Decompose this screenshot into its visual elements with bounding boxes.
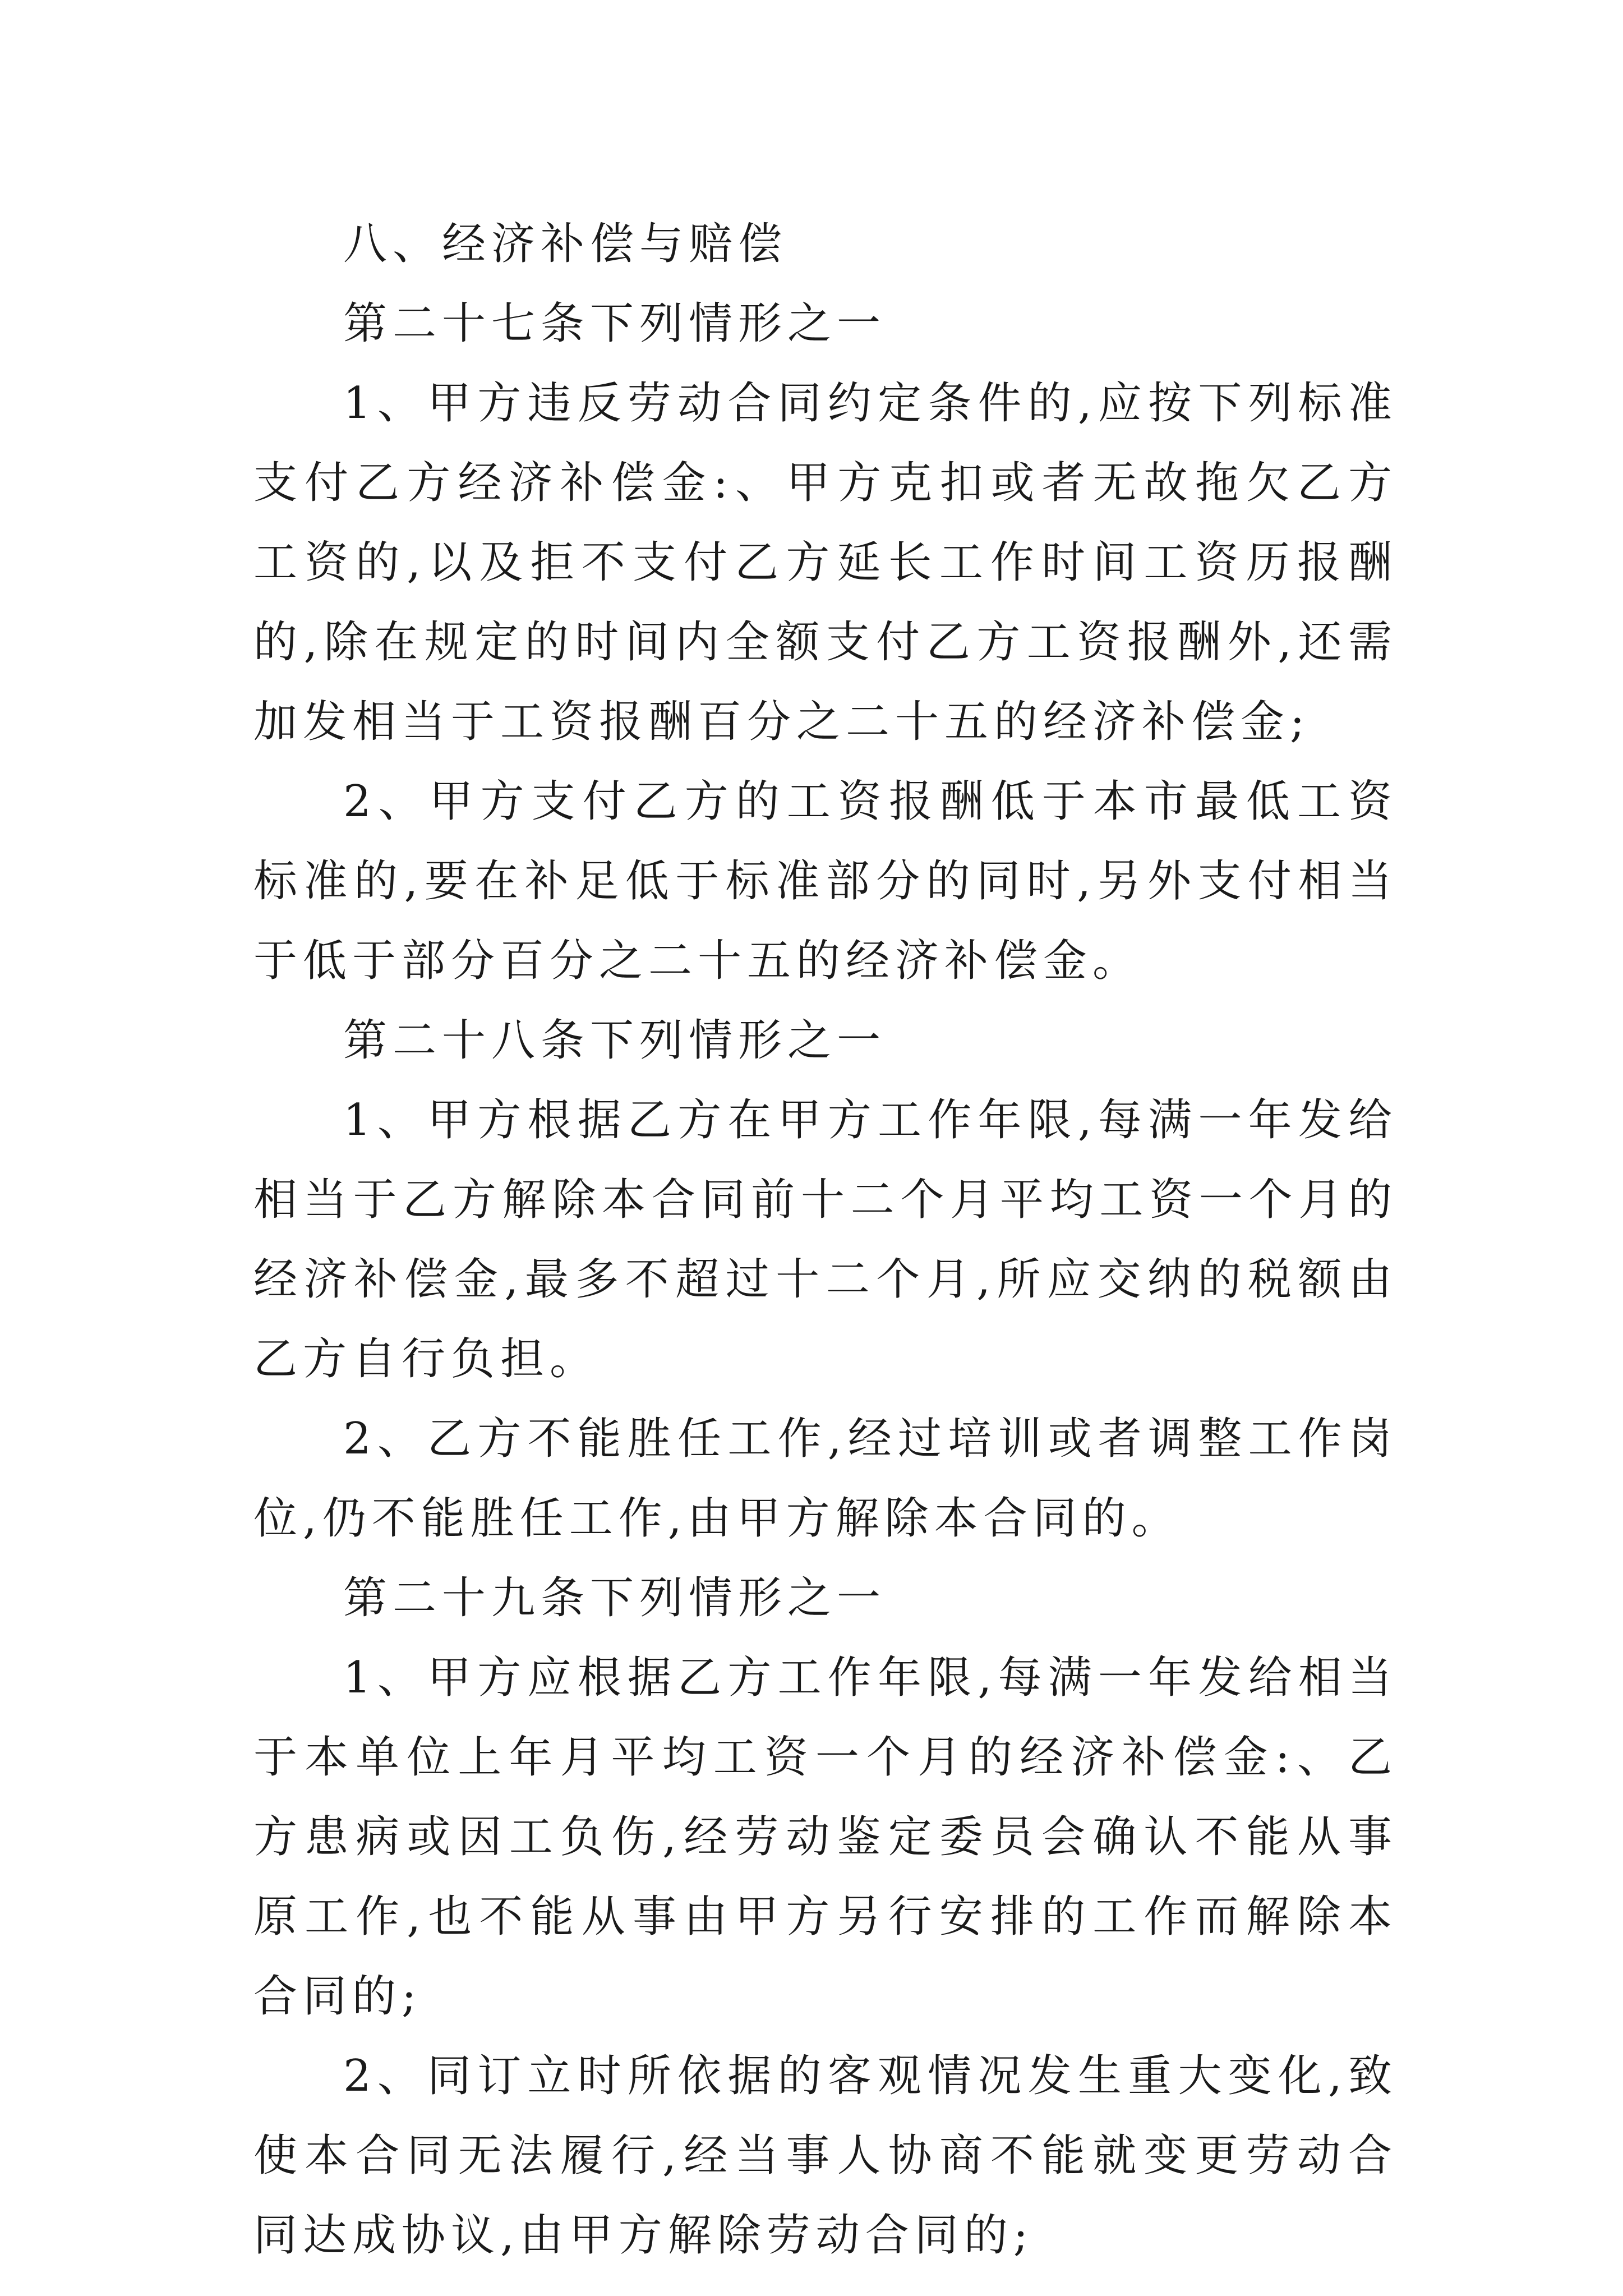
article-27-clause-2: 2、甲方支付乙方的工资报酬低于本市最低工资标准的,要在补足低于标准部分的同时,另外支付相当于低于部分百分之二十五的经济补偿金。 bbox=[253, 776, 1398, 986]
section-heading: 八、经济补偿与赔偿 bbox=[343, 219, 788, 269]
article-28-heading: 第二十八条下列情形之一 bbox=[343, 1015, 887, 1066]
article-28-clause-2: 2、乙方不能胜任工作,经过培训或者调整工作岗位,仍不能胜任工作,由甲方解除本合同的。 bbox=[253, 1414, 1398, 1544]
article-27-clause-1: 1、甲方违反劳动合同约定条件的,应按下列标准支付乙方经济补偿金:、甲方克扣或者无故拖欠乙方工资的,以及拒不支付乙方延长工作时间工资历报酬的,除在规定的时间内全额支付乙方工资报酬外,还需加发相当于工资报酬百分之二十五的经济补偿金; bbox=[253, 378, 1398, 747]
article-29-heading: 第二十九条下列情形之一 bbox=[343, 1573, 887, 1623]
article-29-clause-2: 2、同订立时所依据的客观情况发生重大变化,致使本合同无法履行,经当事人协商不能就变更劳动合同达成协议,由甲方解除劳动合同的; bbox=[253, 2051, 1398, 2261]
document-body bbox=[253, 204, 1398, 2275]
article-27-heading: 第二十七条下列情形之一 bbox=[343, 298, 887, 349]
article-28-clause-1: 1、甲方根据乙方在甲方工作年限,每满一年发给相当于乙方解除本合同前十二个月平均工资一个月的经济补偿金,最多不超过十二个月,所应交纳的税额由乙方自行负担。 bbox=[253, 1095, 1398, 1384]
article-29-clause-1: 1、甲方应根据乙方工作年限,每满一年发给相当于本单位上年月平均工资一个月的经济补偿金:、乙方患病或因工负伤,经劳动鉴定委员会确认不能从事原工作,也不能从事由甲方另行安排的工作而解除本合同的; bbox=[253, 1653, 1398, 2022]
